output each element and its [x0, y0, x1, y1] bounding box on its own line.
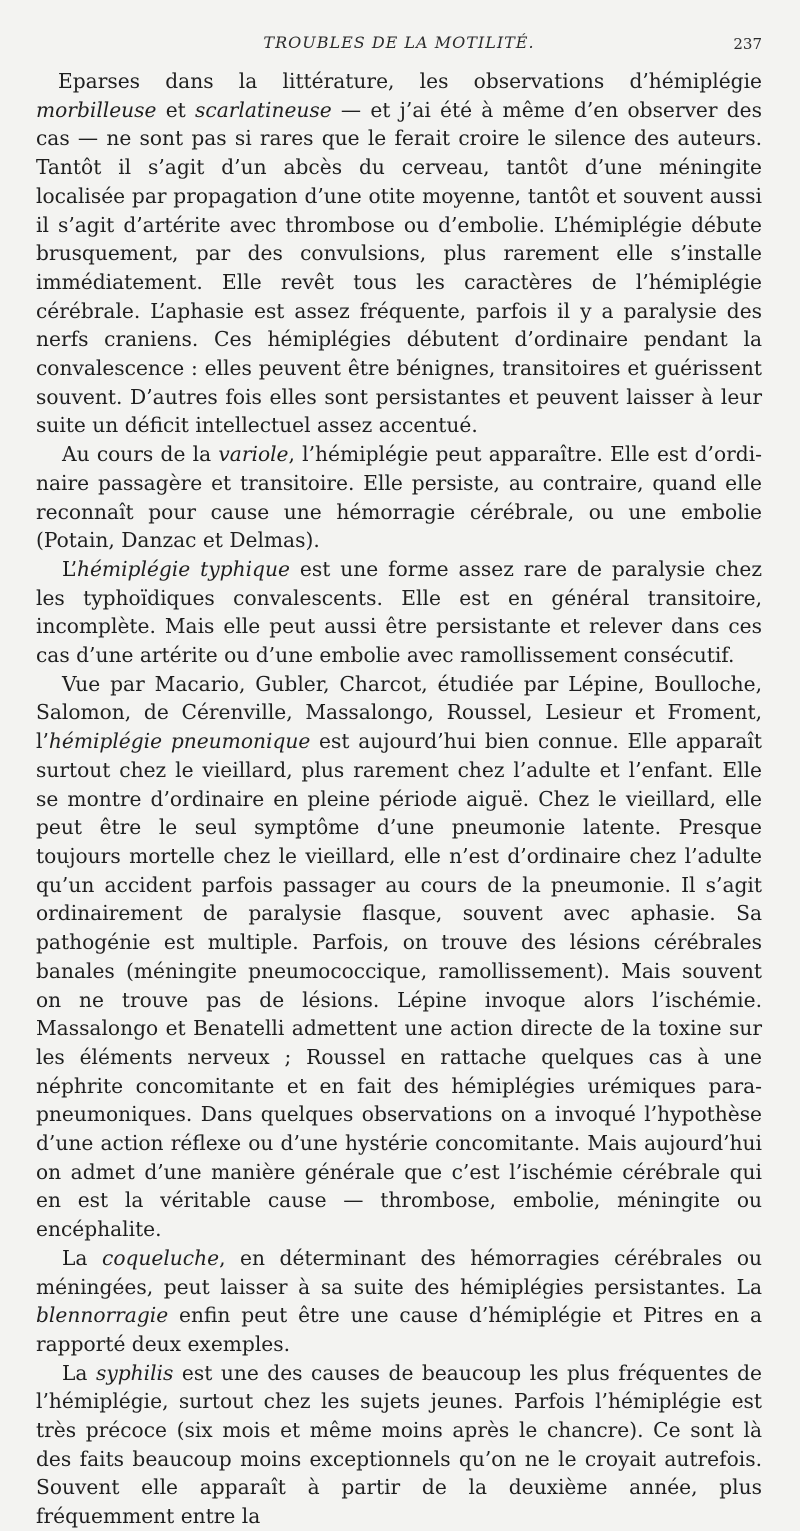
paragraph-pneumonique — [36, 670, 762, 1244]
page-header — [36, 33, 762, 67]
text-run: — et j’ai été à même d’en observer des cas — ne sont pas si rares que le ferait croire le silence des auteurs. Tantôt il s’agit d’un abcès du cerveau, tantôt d’une méningite localisée par propagation d’une otite moyenne, tantôt et souvent aussi il s’agit d’artérite avec thrombose ou d’embolie. L’hémiplégie débute brusquement, par des convulsions, plus rarement elle s’installe immédiatement. Elle revêt tous les caractères de l’hémiplégie cérébrale. L’aphasie est assez fréquente, parfois il y a paralysie des nerfs craniens. Ces hémiplégies débutent d’ordinaire pendant la convalescence : elles peuvent être bénignes, transitoires et guérissent souvent. D’autres fois elles sont persistantes et peuvent laisser à leur suite un déficit intellectuel assez accentué. — [36, 97, 762, 438]
text-run: est aujourd’hui bien connue. Elle apparaît surtout chez le vieillard, plus rarement chez l’adulte et l’enfant. Elle se montre d’ordinaire en pleine période aiguë. Chez le vieillard, elle peut être le seul symptôme d’une pneumonie latente. Presque toujours mortelle chez le vieillard, elle n’est d’ordinaire chez l’adulte qu’un accident parfois passager au cours de la pneumonie. Il s’agit ordinairement de paralysie flasque, souvent avec aphasie. Sa pathogénie est multiple. Parfois, on trouve des lésions cérébrales banales (méningite pneumococcique, ramollissement). Mais souvent on ne trouve pas de lésions. Lépine invoque alors l’ischémie. Massalongo et Benatelli admettent une action directe de la toxine sur les éléments nerveux ; Roussel en rattache quelques cas à une néphrite concomitante et en fait des hémiplégies urémiques parapneumoniques. Dans quelques observations on a invoqué l’hypothèse d’une action réflexe ou d’une hystérie concomitante. Mais aujourd’hui on admet d’une manière générale que c’est l’ischémie cérébrale qui en est la véritable cause — thrombose, embolie, méningite ou encéphalite. — [36, 729, 762, 1242]
text-run: Au cours de la — [62, 442, 219, 467]
text-run: Vue par Macario, Gubler, Charcot, étudiée par Lépine, Boulloche, Salomon, de Cérenville, Massalongo, Roussel, Lesieur et Froment, l’ — [36, 671, 762, 754]
body-text — [36, 67, 762, 1531]
paragraph-typhique — [36, 555, 762, 670]
text-run: , l’hémiplégie peut apparaître. Elle est d’ordinaire passagère et transitoire. Elle persiste, au contraire, quand elle reconnaît pour cause une hémorragie cérébrale, ou une embolie (Potain, Danzac et Delmas). — [36, 442, 762, 553]
paragraph-variole — [36, 440, 762, 555]
paragraph-morbilleuse-scarlatineuse — [36, 67, 762, 440]
text-run: est une forme assez rare de paralysie chez les typhoïdiques convalescents. Elle est en général transitoire, incomplète. Mais elle peut aussi être persistante et relever dans ces cas d’une artérite ou d’une embolie avec ramollissement consécutif. — [36, 556, 762, 668]
text-run: enfin peut être une cause d’hémiplégie et Pitres en a rapporté deux exemples. — [36, 1303, 762, 1356]
paragraph-syphilis — [36, 1359, 762, 1531]
text-run: est une des causes de beaucoup les plus fréquentes de l’hémiplégie, surtout chez les sujets jeunes. Parfois l’hémiplégie est très précoce (six mois et même moins après le chancre). Ce sont là des faits beaucoup moins exceptionnels qu’on ne le croyait autrefois. Souvent elle apparaît à partir de la deuxième année, plus fréquemment entre la — [36, 1360, 762, 1529]
italic-term-morbilleuse: morbilleuse — [36, 97, 157, 122]
italic-term-coqueluche: coqueluche — [102, 1245, 220, 1270]
italic-term-variole: variole — [218, 442, 289, 467]
italic-term-scarlatineuse: scarlatineuse — [195, 97, 332, 122]
text-run: La — [62, 1245, 103, 1270]
page-number: 237 — [733, 35, 762, 53]
paragraph-coqueluche-blennorragie — [36, 1244, 762, 1359]
text-run: L’ — [62, 556, 77, 581]
italic-term-hemiplegie-typhique: hémiplégie typhique — [76, 556, 290, 581]
italic-term-hemiplegie-pneumonique: hémiplégie pneumonique — [48, 729, 311, 754]
italic-term-blennorragie: blennorragie — [36, 1303, 169, 1328]
text-run: Eparses dans la littérature, les observations d’hémiplégie — [58, 69, 762, 93]
italic-term-syphilis: syphilis — [95, 1360, 174, 1385]
text-run: La — [62, 1360, 96, 1385]
running-head: TROUBLES DE LA MOTILITÉ. — [263, 33, 535, 52]
text-run: et — [156, 97, 196, 122]
text-run: , en déterminant des hémorragies cérébrales ou méningées, peut laisser à sa suite des hémiplégies persistantes. La — [36, 1245, 763, 1299]
